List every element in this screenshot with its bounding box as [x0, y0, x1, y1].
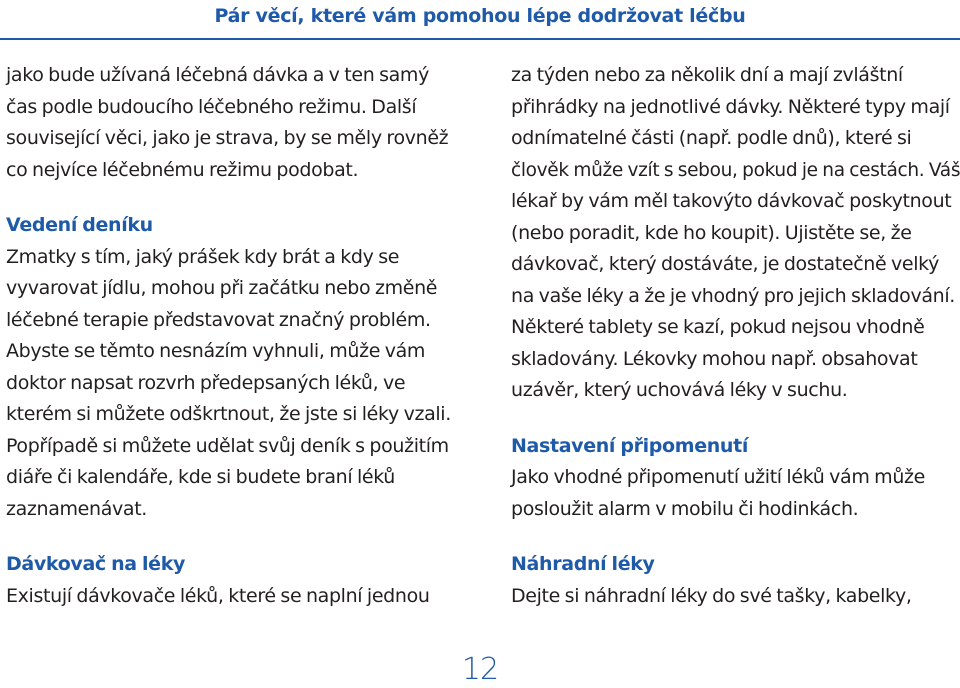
- dispenser-cont-line: skladovány. Lékovky mohou např. obsahovat: [511, 347, 918, 370]
- diary-line: vyvarovat jídlu, mohou při začátku nebo změně: [6, 277, 438, 299]
- dispenser-cont-line: Některé tablety se kazí, pokud nejsou vhodně: [511, 316, 925, 338]
- dispenser-line: Existují dávkovače léků, které se naplní jednou: [6, 584, 430, 607]
- section-heading-dispenser: Dávkovač na léky: [6, 553, 186, 575]
- paragraph-gap: [6, 186, 476, 210]
- dispenser-cont-line: lékař by vám měl takovýto dávkovač poskytnout: [511, 190, 952, 212]
- section-heading-spare: Náhradní léky: [511, 553, 655, 575]
- dispenser-cont-line: uzávěr, který uchovává léky v suchu.: [511, 379, 848, 401]
- section-heading-reminders: Nastavení připomenutí: [511, 434, 748, 457]
- paragraph-gap: [511, 407, 960, 431]
- diary-line: léčebné terapie představovat značný problém.: [6, 308, 431, 331]
- intro-line: jako bude užívaná léčebná dávka a v ten samý: [6, 64, 429, 86]
- intro-line: čas podle budoucího léčebného režimu. Další: [6, 95, 417, 118]
- intro-line: související věci, jako je strava, by se měly rovněž: [6, 127, 449, 149]
- page-number: 12: [461, 652, 499, 687]
- diary-line: Abyste se těmto nesnázím vyhnuli, může vám: [6, 340, 426, 362]
- dispenser-cont-line: na vaše léky a že je vhodný pro jejich skladování.: [511, 284, 955, 307]
- diary-line: Popřípadě si můžete udělat svůj deník s použitím: [6, 434, 449, 457]
- dispenser-cont-line: za týden nebo za několik dní a mají zvláštní: [511, 64, 903, 86]
- diary-line: diáře či kalendáře, kde si budete braní léků: [6, 466, 396, 488]
- paragraph-gap: [6, 525, 476, 549]
- spare-line: Dejte si náhradní léky do své tašky, kabelky,: [511, 584, 912, 607]
- right-column: [511, 60, 960, 612]
- header-divider: [0, 38, 960, 40]
- diary-line: Zmatky s tím, jaký prášek kdy brát a kdy se: [6, 245, 400, 268]
- paragraph-gap: [511, 525, 960, 549]
- dispenser-cont-line: člověk může vzít s sebou, pokud je na cestách. Váš: [511, 158, 960, 181]
- dispenser-cont-line: (nebo poradit, kde ho koupit). Ujistěte se, že: [511, 221, 912, 244]
- reminders-line: Jako vhodné připomenutí užití léků vám může: [511, 466, 925, 488]
- intro-line: co nejvíce léčebnému režimu podobat.: [6, 158, 359, 181]
- left-column: [6, 60, 476, 612]
- diary-line: kterém si můžete odškrtnout, že jste si léky vzali.: [6, 403, 451, 425]
- dispenser-cont-line: dávkovač, který dostáváte, je dostatečně velký: [511, 253, 940, 275]
- dispenser-cont-line: přihrádky na jednotlivé dávky. Některé typy mají: [511, 95, 950, 118]
- diary-line: doktor napsat rozvrh předepsaných léků, ve: [6, 371, 406, 394]
- page-header-title: Pár věcí, které vám pomohou lépe dodržovat léčbu: [214, 5, 746, 27]
- reminders-line: posloužit alarm v mobilu či hodinkách.: [511, 497, 859, 520]
- dispenser-cont-line: odnímatelné části (např. podle dnů), které si: [511, 127, 912, 149]
- section-heading-diary: Vedení deníku: [6, 214, 153, 236]
- diary-line: zaznamenávat.: [6, 497, 147, 520]
